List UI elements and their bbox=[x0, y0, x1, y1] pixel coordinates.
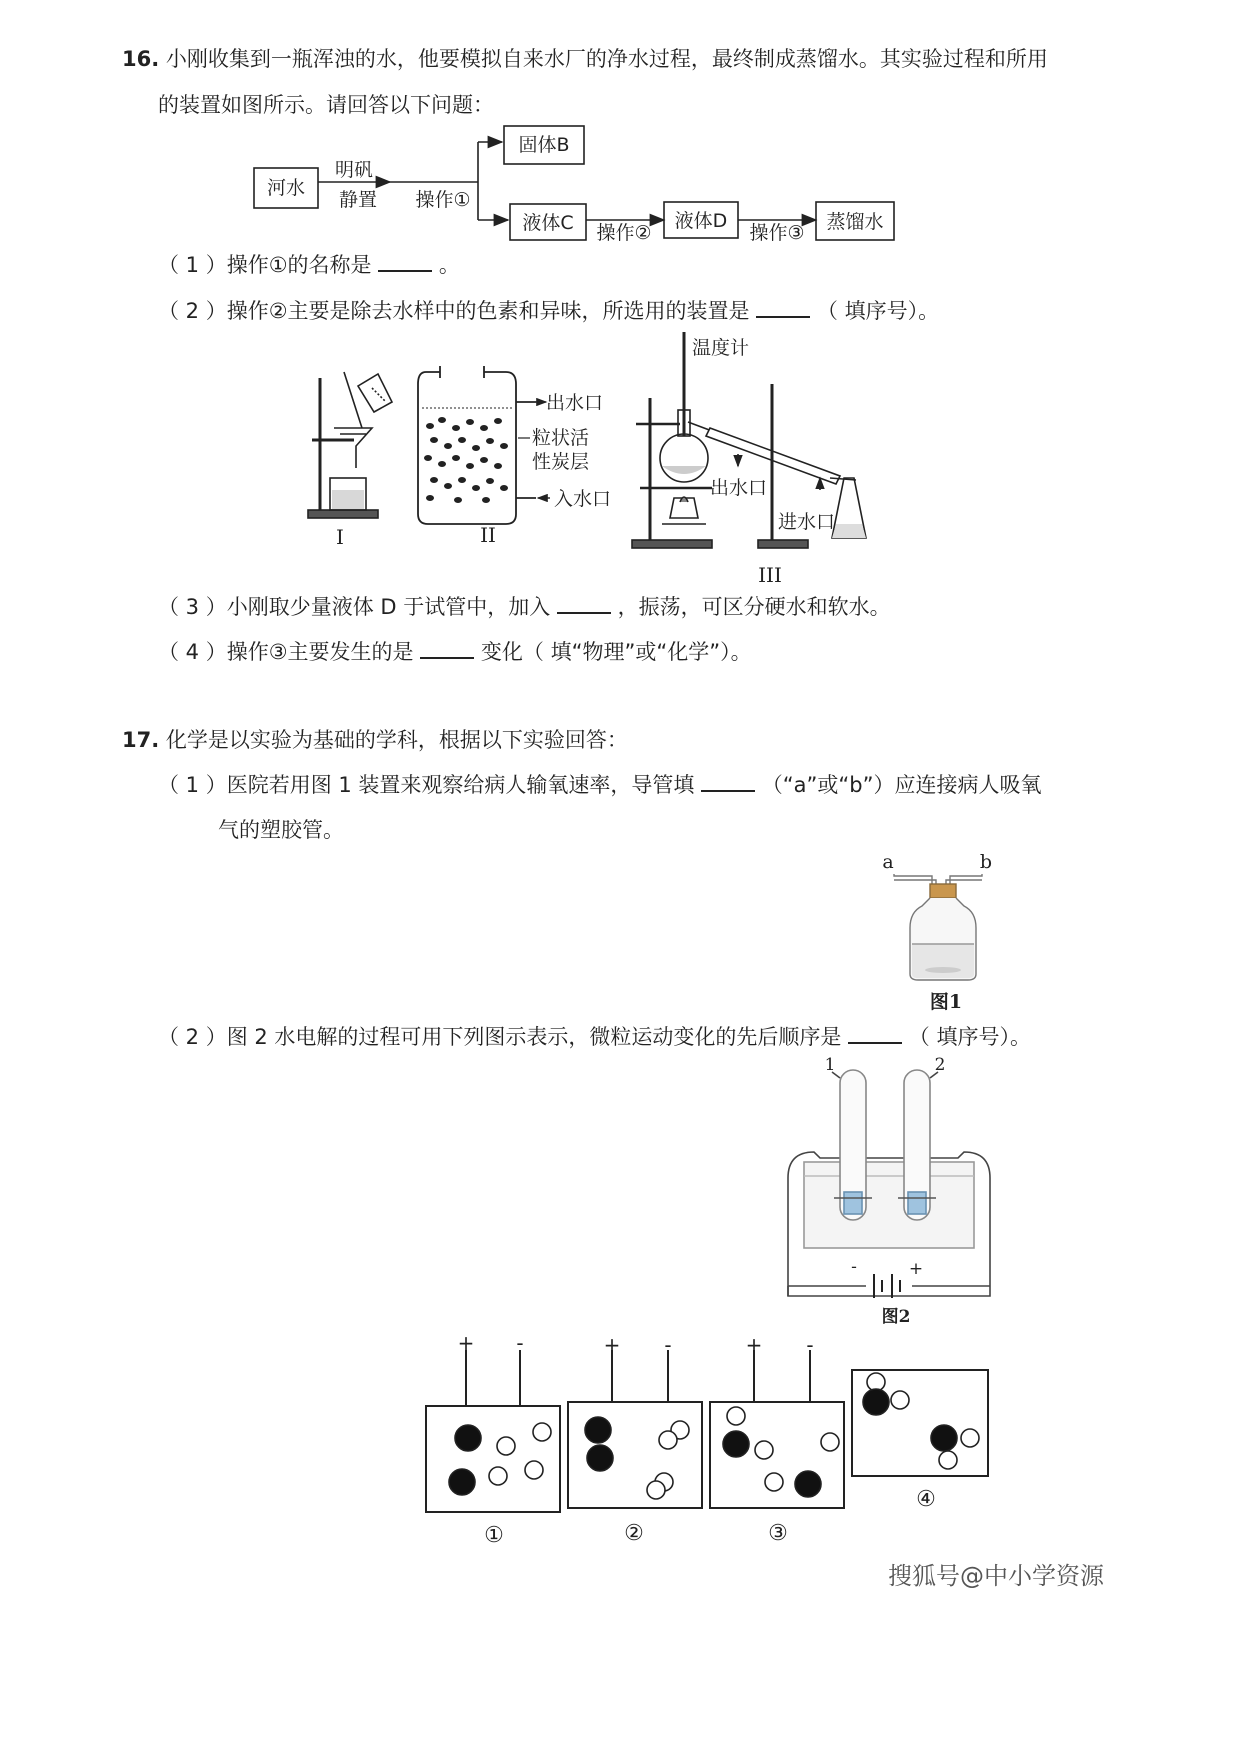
panel-3-minus: - bbox=[806, 1333, 814, 1357]
panel-3-plus: + bbox=[745, 1333, 763, 1357]
q16-sub4-end: 变化（ 填“物理”或“化学”）。 bbox=[480, 640, 752, 664]
fig2-tube1-label: 1 bbox=[824, 1055, 836, 1075]
q17-sub2-blank[interactable] bbox=[848, 1022, 902, 1044]
q16-sub3-text: （ 3 ）小刚取少量液体 D 于试管中，加入 bbox=[158, 595, 551, 619]
panel-3-particles bbox=[723, 1407, 839, 1497]
q16-intro-text: 小刚收集到一瓶浑浊的水，他要模拟自来水厂的净水过程，最终制成蒸馏水。其实验过程和所用 bbox=[165, 47, 1048, 71]
panel-4-particles bbox=[863, 1373, 979, 1469]
fig2-caption: 图2 bbox=[881, 1307, 911, 1327]
app2-carbon-line1: 粒状活 bbox=[532, 427, 590, 449]
flow-distilled-water: 蒸馏水 bbox=[826, 211, 884, 233]
q17-sub1-end: （“a”或“b”）应连接病人吸氧 bbox=[761, 773, 1042, 797]
flow-op1: 操作① bbox=[415, 189, 471, 211]
fig1-a-label: a bbox=[882, 851, 894, 873]
panel-1-minus: - bbox=[516, 1331, 524, 1355]
q16-intro-line2: 的装置如图所示。请回答以下问题： bbox=[158, 93, 494, 117]
app1-label: I bbox=[336, 525, 344, 549]
flow-river-water: 河水 bbox=[266, 177, 306, 199]
q16-intro-line1 bbox=[122, 44, 1048, 74]
app3-outlet-label: 出水口 bbox=[710, 477, 768, 499]
q16-sub4-blank[interactable] bbox=[420, 637, 474, 659]
q16-sub1-blank[interactable] bbox=[378, 250, 432, 272]
watermark: 搜狐号@中小学资源 bbox=[888, 1562, 1104, 1590]
panel-1-plus: + bbox=[457, 1331, 475, 1355]
q16-sub3-end: ，振荡，可区分硬水和软水。 bbox=[617, 595, 891, 619]
panel-1-particles bbox=[449, 1423, 551, 1495]
q17-figure-2 bbox=[778, 1052, 1000, 1334]
q17-number: 17. bbox=[122, 728, 160, 752]
panel-2-particles bbox=[585, 1417, 689, 1499]
q16-flow-diagram bbox=[240, 120, 920, 250]
q17-sub1-blank[interactable] bbox=[701, 770, 755, 792]
q16-sub1-end: 。 bbox=[438, 253, 460, 277]
panel-2-minus: - bbox=[664, 1333, 672, 1357]
flow-op2: 操作② bbox=[596, 222, 652, 244]
flow-reagent: 明矾 bbox=[334, 159, 374, 181]
flow-solid-b: 固体B bbox=[518, 134, 570, 156]
apparatus-2-carbon-filter bbox=[418, 366, 550, 524]
q17-sub2-end: （ 填序号）。 bbox=[908, 1025, 1031, 1049]
q17-particle-panels bbox=[420, 1330, 1000, 1550]
fig1-caption: 图1 bbox=[929, 991, 963, 1013]
fig2-tube2-label: 2 bbox=[934, 1055, 946, 1075]
q16-sub3 bbox=[158, 592, 891, 622]
flow-op3: 操作③ bbox=[749, 222, 805, 244]
q16-sub2-blank[interactable] bbox=[756, 296, 810, 318]
q17-sub2-text: （ 2 ）图 2 水电解的过程可用下列图示表示，微粒运动变化的先后顺序是 bbox=[158, 1025, 842, 1049]
q16-sub4 bbox=[158, 637, 752, 667]
q16-sub2-text: （ 2 ）操作②主要是除去水样中的色素和异味，所选用的装置是 bbox=[158, 299, 750, 323]
q16-sub4-text: （ 4 ）操作③主要发生的是 bbox=[158, 640, 414, 664]
q16-sub2 bbox=[158, 296, 939, 326]
flow-liquid-d: 液体D bbox=[674, 210, 728, 232]
q16-sub1 bbox=[158, 250, 460, 280]
fig1-b-label: b bbox=[979, 851, 993, 873]
app3-label: III bbox=[758, 563, 782, 587]
panel-1-label: ① bbox=[484, 1523, 504, 1548]
flow-liquid-c: 液体C bbox=[522, 212, 574, 234]
apparatus-1-filtration bbox=[308, 372, 392, 518]
q16-sub1-text: （ 1 ）操作①的名称是 bbox=[158, 253, 372, 277]
q16-number: 16. bbox=[122, 47, 160, 71]
app3-inlet-label: 进水口 bbox=[778, 511, 836, 533]
q17-sub2 bbox=[158, 1022, 1031, 1052]
app2-outlet-label: 出水口 bbox=[546, 392, 604, 414]
app2-carbon-line2: 性炭层 bbox=[532, 451, 590, 473]
q17-sub1 bbox=[158, 770, 1042, 800]
q17-sub1-text: （ 1 ）医院若用图 1 装置来观察给病人输氧速率，导管填 bbox=[158, 773, 695, 797]
fig2-plus-label: + bbox=[908, 1259, 924, 1279]
q16-sub3-blank[interactable] bbox=[557, 592, 611, 614]
q16-sub2-end: （ 填序号）。 bbox=[816, 299, 940, 323]
panel-2-label: ② bbox=[624, 1521, 644, 1546]
app2-inlet-label: 入水口 bbox=[554, 488, 612, 510]
panel-4-label: ④ bbox=[916, 1487, 936, 1512]
fig2-minus-label: - bbox=[851, 1257, 857, 1277]
q17-intro bbox=[122, 725, 628, 755]
panel-2-plus: + bbox=[603, 1333, 621, 1357]
q17-figure-1 bbox=[872, 848, 1002, 1016]
q17-intro-text: 化学是以实验为基础的学科，根据以下实验回答： bbox=[165, 728, 628, 752]
app2-label: II bbox=[480, 523, 496, 547]
q17-sub1-line2: 气的塑胶管。 bbox=[218, 818, 344, 842]
app3-thermometer-label: 温度计 bbox=[692, 337, 750, 359]
q16-apparatus-figure bbox=[300, 328, 910, 590]
panel-1 bbox=[426, 1406, 560, 1512]
flow-settle: 静置 bbox=[338, 189, 378, 211]
panel-3-label: ③ bbox=[768, 1521, 788, 1546]
